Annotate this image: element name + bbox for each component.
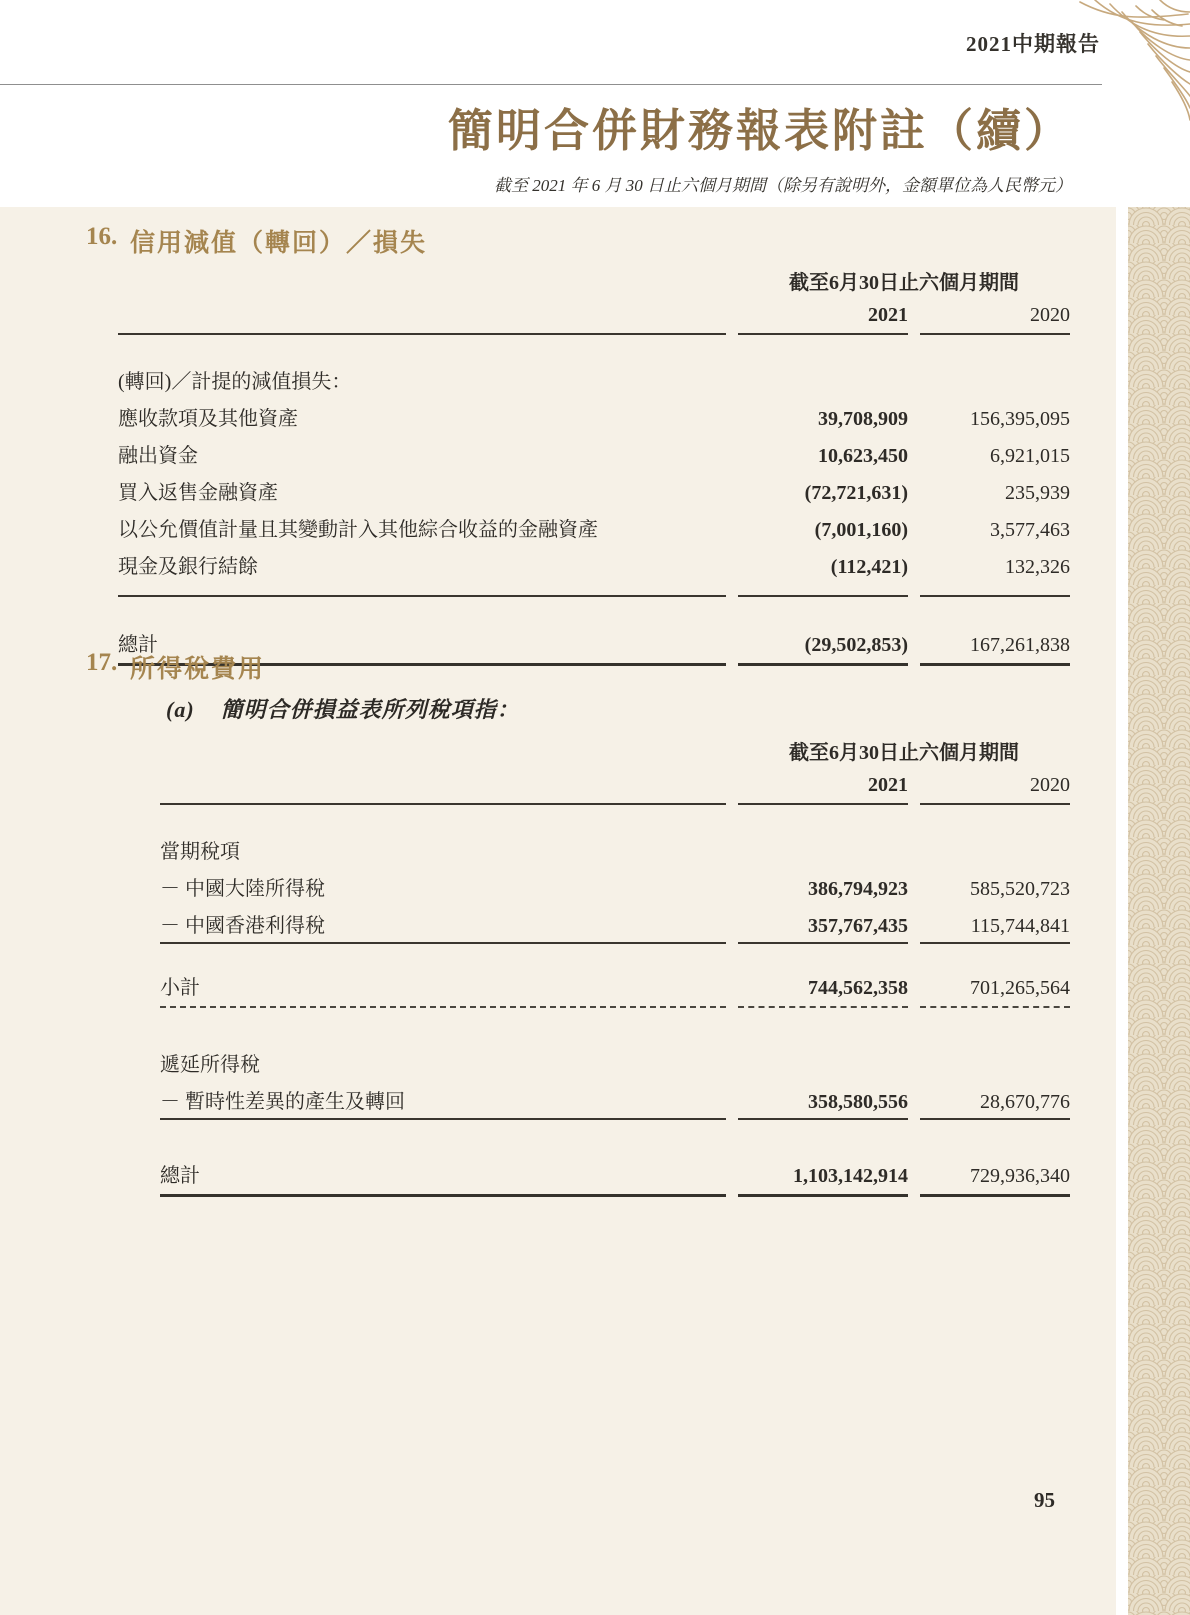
report-edition-label: 2021中期報告 [966,32,1100,56]
page-title: 簡明合併財務報表附註（續） [447,106,1072,156]
seigaiha-pattern [1128,207,1190,1615]
section17-number: 17. [86,649,118,676]
content-area [0,207,1116,1615]
group-label: 遞延所得稅 [160,1054,260,1076]
subtotal-row: 小計 744,562,358 701,265,564 [160,962,1070,1008]
credit-impairment-table [106,261,1082,666]
col-header-2020: 2020 [920,295,1070,335]
col-header-2021: 2021 [738,295,908,335]
group-label: 當期稅項 [160,841,240,863]
page-number: 95 [1034,1488,1055,1512]
item-a-title: 簡明合併損益表所列稅項指： [220,697,520,722]
group-label: (轉回)／計提的減值損失： [118,371,352,393]
table-row: 以公允價值計量且其變動計入其他綜合收益的金融資產 (7,001,160) 3,577,463 [118,519,1070,541]
table-row: 融出資金 10,623,450 6,921,015 [118,445,1070,467]
col-header-2021: 2021 [738,765,908,805]
table-row: － 中國大陸所得稅 386,794,923 585,520,723 [160,878,1070,900]
table-row: － 中國香港利得稅 357,767,435 115,744,841 [160,905,1070,944]
header-divider [0,84,1102,85]
table-row: 買入返售金融資產 (72,721,631) 235,939 [118,482,1070,504]
section17-title: 所得稅費用 [130,656,266,683]
page-subtitle: 截至 2021 年 6 月 30 日止六個月期間（除另有說明外，金額單位為人民幣元） [494,176,1072,195]
section16-number: 16. [86,223,118,250]
period-header: 截至6月30日止六個月期間 [789,742,1019,764]
table-row: － 暫時性差異的產生及轉回 358,580,556 28,670,776 [160,1081,1070,1120]
col-header-2020: 2020 [920,765,1070,805]
total-row: 總計 1,103,142,914 729,936,340 [160,1150,1070,1197]
item-a-label: (a) [166,697,195,722]
period-header: 截至6月30日止六個月期間 [789,272,1019,294]
total-row: 總計 (29,502,853) 167,261,838 [118,619,1070,666]
section17-item-a [166,693,520,724]
income-tax-table [148,731,1082,1197]
table-row: 現金及銀行結餘 (112,421) 132,326 [118,556,1070,578]
section16-title: 信用減值（轉回）／損失 [130,230,428,257]
table-row: 應收款項及其他資產 39,708,909 156,395,095 [118,408,1070,430]
